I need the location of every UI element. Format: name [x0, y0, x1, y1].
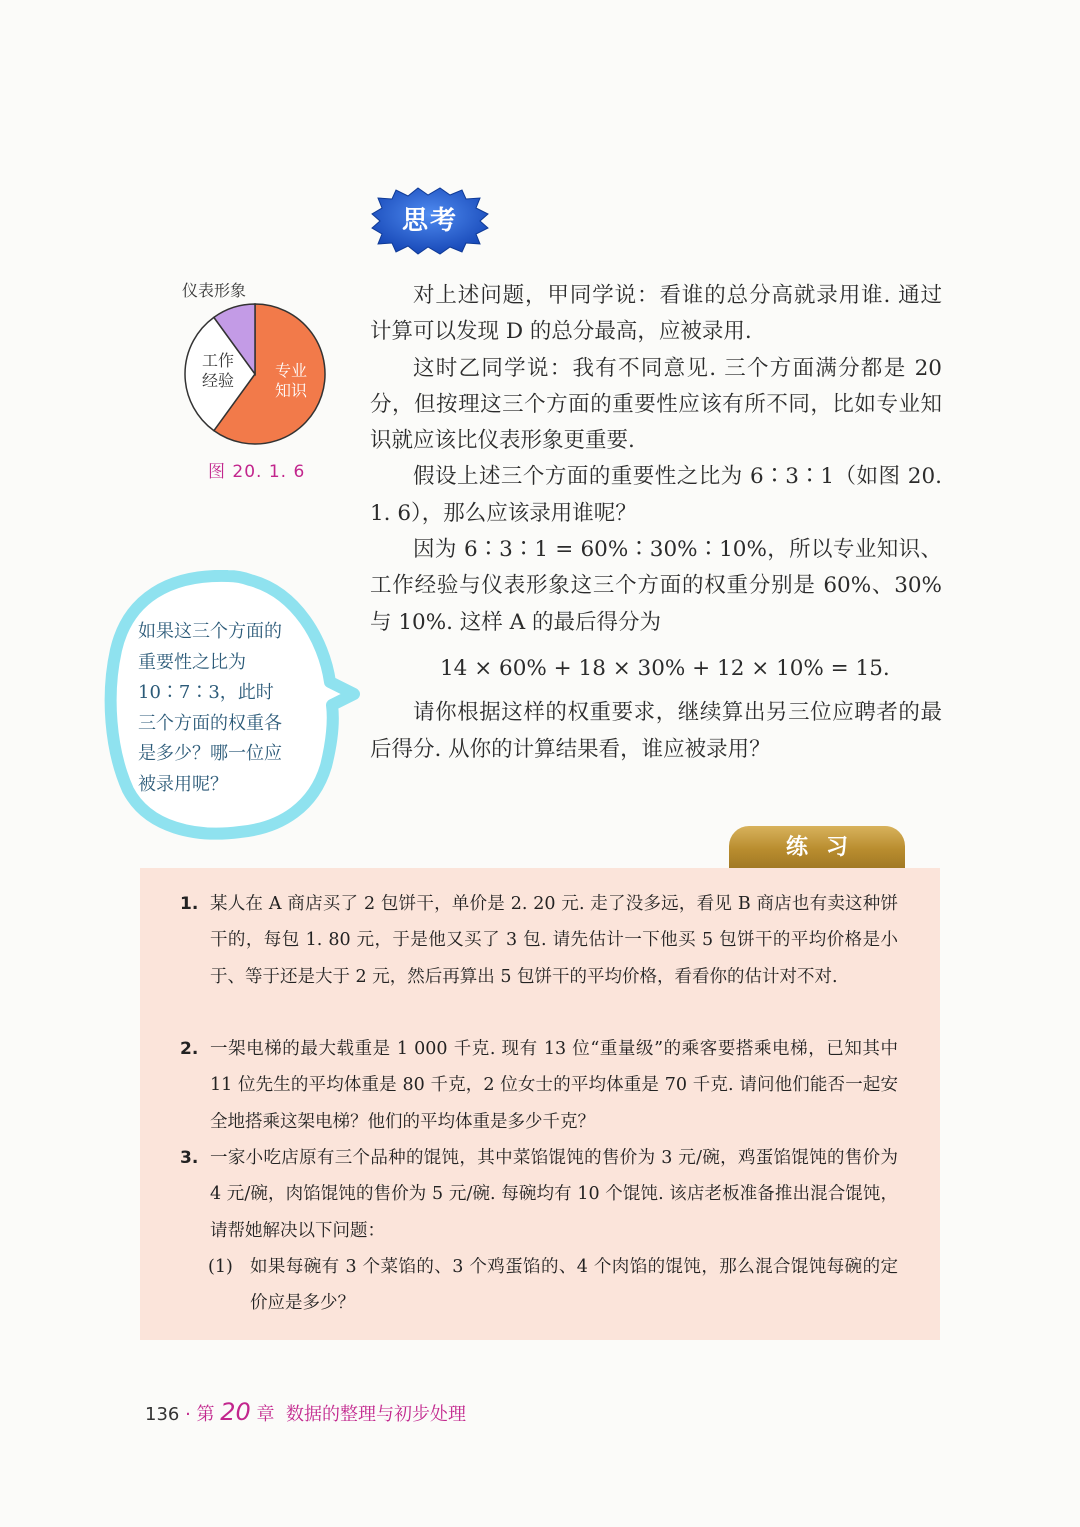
pie-label-knowledge-2: 知识 [275, 381, 308, 400]
pie-label-appearance: 仪表形象 [182, 281, 247, 300]
exercise-3-sub-1 [208, 1249, 898, 1322]
exercise-text: 一家小吃店原有三个品种的馄饨，其中菜馅馄饨的售价为 3 元/碗，鸡蛋馅馄饨的售价为 4 元/碗，肉馅馄饨的售价为 5 元/碗. 每碗均有 10 个馄饨. 该店老板准备推出混合馄饨，请帮她解决以下问题： [210, 1148, 898, 1241]
think-label: 思考 [401, 206, 458, 236]
sub-question-text: 如果每碗有 3 个菜馅的、3 个鸡蛋馅的、4 个肉馅的馄饨，那么混合馄饨每碗的定价应是多少？ [250, 1257, 898, 1314]
main-text [370, 278, 942, 768]
exercise-number: 2. [180, 1039, 199, 1059]
figure-caption: 图 20. 1. 6 [208, 462, 306, 482]
pie-label-knowledge-1: 专业 [275, 361, 308, 380]
practice-box [140, 868, 940, 1340]
bubble-text: 如果这三个方面的重要性之比为 10∶7∶3，此时三个方面的权重各是多少？哪一位应被录用呢？ [138, 621, 282, 795]
think-badge [368, 186, 492, 256]
pie-label-experience-1: 工作 [202, 351, 235, 370]
paragraph-4: 因为 6∶3∶1 = 60%∶30%∶10%，所以专业知识、工作经验与仪表形象这三个方面的权重分别是 60%、30% 与 10%. 这样 A 的最后得分为 [370, 537, 942, 635]
chapter-title: 数据的整理与初步处理 [286, 1404, 466, 1425]
practice-tab [729, 826, 905, 868]
chapter-number: 20 [220, 1398, 251, 1426]
chapter-suffix: 章 [250, 1404, 275, 1425]
exercise-2 [180, 1031, 898, 1140]
pie-chart [170, 272, 340, 452]
page-footer [145, 1398, 466, 1426]
exercise-text: 一架电梯的最大载重是 1 000 千克. 现有 13 位“重量级”的乘客要搭乘电梯，已知其中 11 位先生的平均体重是 80 千克，2 位女士的平均体重是 70 千克. 请问他们能否一起安全地搭乘这架电梯？他们的平均体重是多少千克？ [210, 1039, 898, 1132]
exercise-1 [180, 886, 898, 995]
chapter-prefix: 第 [196, 1404, 221, 1425]
paragraph-2: 这时乙同学说：我有不同意见. 三个方面满分都是 20 分，但按理这三个方面的重要性应该有所不同，比如专业知识就应该比仪表形象更重要. [370, 355, 942, 454]
paragraph-3: 假设上述三个方面的重要性之比为 6∶3∶1（如图 20. 1. 6），那么应该录用谁呢？ [370, 464, 942, 526]
exercise-3 [180, 1140, 898, 1249]
formula: 14 × 60% + 18 × 30% + 12 × 10% = 15. [440, 655, 890, 681]
exercise-number: 3. [180, 1148, 199, 1168]
exercise-text: 某人在 A 商店买了 2 包饼干，单价是 2. 20 元. 走了没多远，看见 B 商店也有卖这种饼干的，每包 1. 80 元，于是他又买了 3 包. 请先估计一下他买 5 包饼干的平均价格是小于、等于还是大于 2 元，然后再算出 5 包饼干的平均价格，看看你的估计对不对. [210, 894, 898, 987]
page-number: 136 [145, 1404, 180, 1425]
pie-label-experience-2: 经验 [202, 371, 235, 390]
footer-separator: · [179, 1404, 197, 1425]
practice-label: 练习 [785, 835, 866, 860]
sub-question-number: (1) [208, 1257, 233, 1277]
exercise-number: 1. [180, 894, 199, 914]
paragraph-5: 请你根据这样的权重要求，继续算出另三位应聘者的最后得分. 从你的计算结果看，谁应被录用？ [370, 700, 942, 762]
paragraph-1: 对上述问题，甲同学说：看谁的总分高就录用谁. 通过计算可以发现 D 的总分最高，应被录用. [370, 283, 942, 345]
